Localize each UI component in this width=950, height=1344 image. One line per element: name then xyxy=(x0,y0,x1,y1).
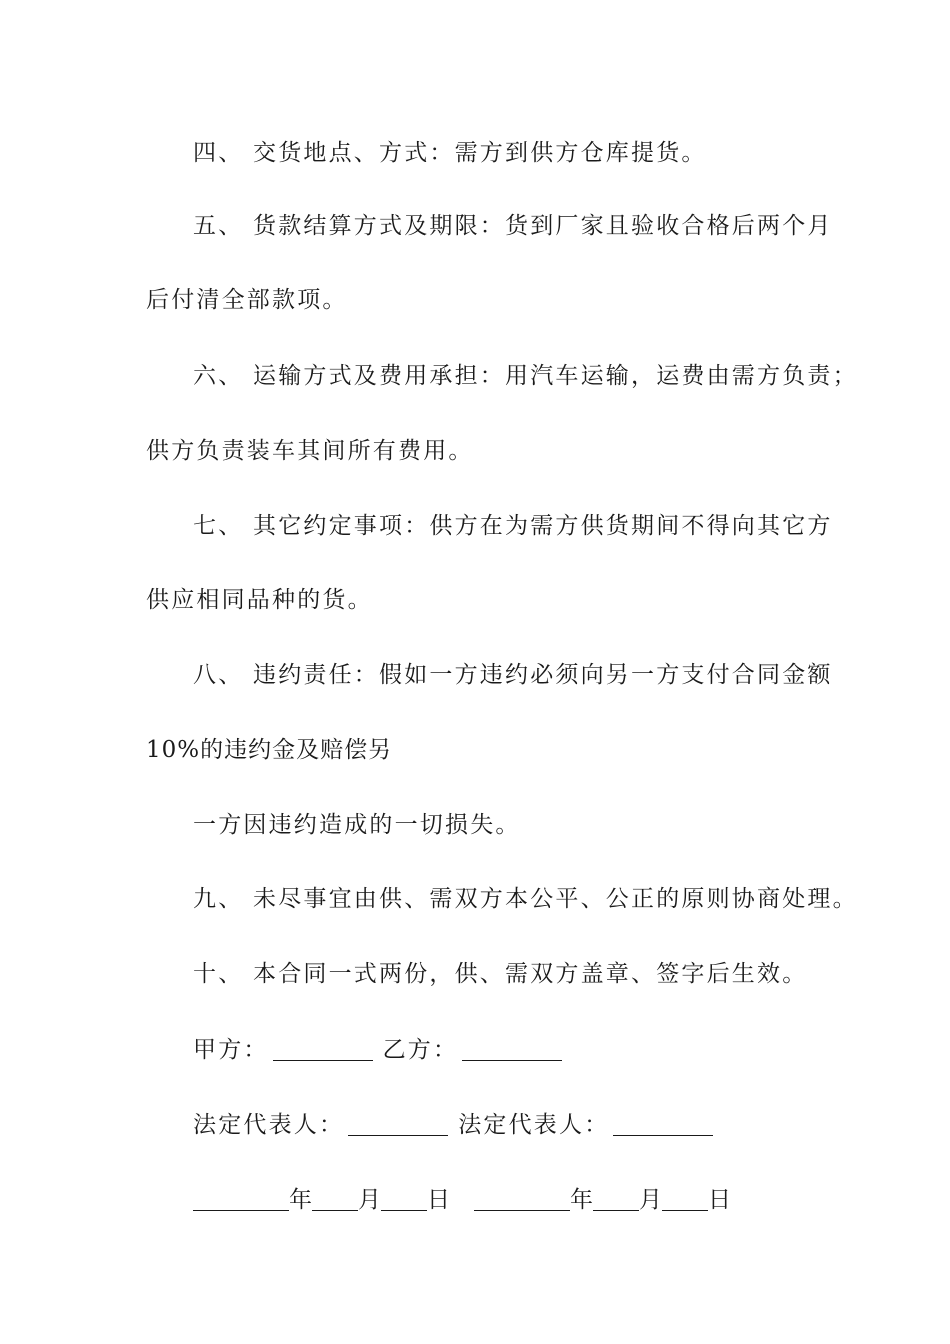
clause-8-continuation-2: 一方因违约造成的一切损失。 xyxy=(193,812,521,838)
clause-6-continuation: 供方负责装车其间所有费用。 xyxy=(146,438,474,464)
year-label: 年 xyxy=(570,1187,593,1213)
day-label: 日 xyxy=(427,1187,450,1213)
rep-b-label: 法定代表人： xyxy=(458,1112,610,1138)
clause-8-continuation: 10%的违约金及赔偿另 xyxy=(146,737,393,763)
party-a-blank[interactable] xyxy=(273,1038,373,1061)
clause-9 xyxy=(0,883,950,915)
date-b-month-blank[interactable] xyxy=(593,1188,639,1211)
day-label: 日 xyxy=(708,1187,731,1213)
clause-number: 四、 xyxy=(193,140,244,166)
clause-text: 其它约定事项：供方在为需方供货期间不得向其它方 xyxy=(253,513,833,539)
date-a-month-blank[interactable] xyxy=(312,1188,358,1211)
party-b-blank[interactable] xyxy=(462,1038,562,1061)
clause-5-continuation: 后付清全部款项。 xyxy=(146,287,348,313)
clause-5 xyxy=(0,210,950,242)
clause-7 xyxy=(0,510,950,542)
month-label: 月 xyxy=(639,1187,662,1213)
date-b-year-blank[interactable] xyxy=(474,1188,570,1211)
year-label: 年 xyxy=(289,1187,312,1213)
clause-6 xyxy=(0,360,950,392)
date-a-day-blank[interactable] xyxy=(381,1188,427,1211)
clause-number: 十、 xyxy=(193,961,244,987)
rep-b-blank[interactable] xyxy=(613,1113,713,1136)
party-b-label: 乙方： xyxy=(382,1037,459,1063)
party-line xyxy=(0,1034,950,1066)
party-a-label: 甲方： xyxy=(193,1037,269,1063)
clause-text: 交货地点、方式：需方到供方仓库提货。 xyxy=(253,140,707,166)
date-b-day-blank[interactable] xyxy=(662,1188,708,1211)
rep-a-label: 法定代表人： xyxy=(193,1112,345,1138)
clause-number: 八、 xyxy=(193,662,244,688)
clause-4 xyxy=(0,137,950,169)
date-a-year-blank[interactable] xyxy=(193,1188,289,1211)
clause-number: 九、 xyxy=(193,886,244,912)
clause-text: 本合同一式两份，供、需双方盖章、签字后生效。 xyxy=(253,961,808,987)
clause-text: 未尽事宜由供、需双方本公平、公正的原则协商处理。 xyxy=(253,886,858,912)
clause-10 xyxy=(0,958,950,990)
clause-text: 货款结算方式及期限：货到厂家且验收合格后两个月 xyxy=(253,213,833,239)
date-line xyxy=(0,1184,950,1216)
clause-number: 五、 xyxy=(193,213,244,239)
clause-8 xyxy=(0,659,950,691)
clause-number: 六、 xyxy=(193,363,244,389)
clause-text: 违约责任：假如一方违约必须向另一方支付合同金额 xyxy=(253,662,833,688)
clause-number: 七、 xyxy=(193,513,244,539)
month-label: 月 xyxy=(358,1187,381,1213)
representative-line xyxy=(0,1109,950,1141)
rep-a-blank[interactable] xyxy=(348,1113,448,1136)
clause-7-continuation: 供应相同品种的货。 xyxy=(146,587,373,613)
clause-text: 运输方式及费用承担：用汽车运输，运费由需方负责； xyxy=(253,363,858,389)
